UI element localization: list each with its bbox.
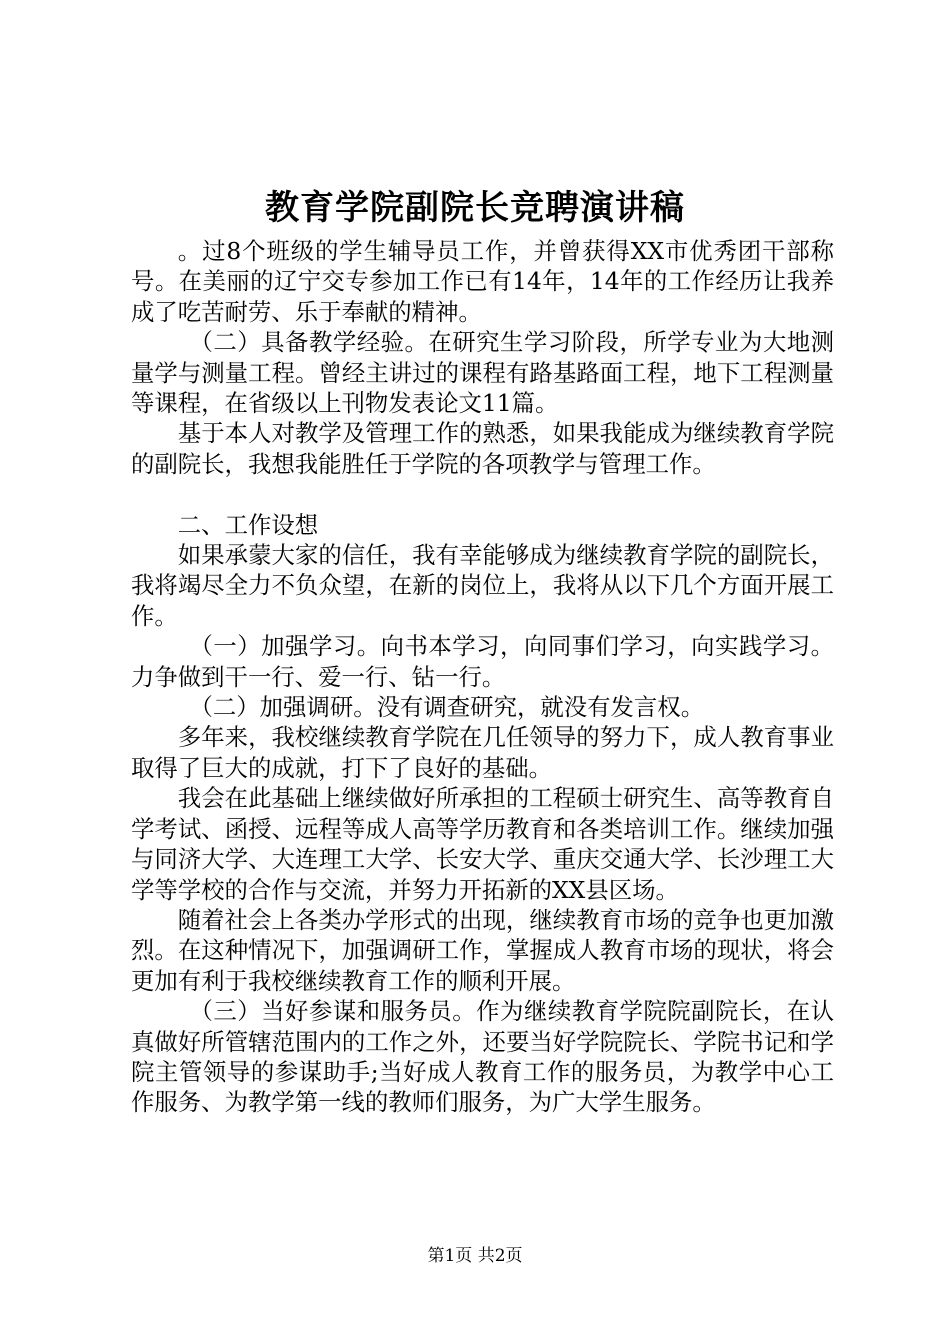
paragraph-teaching-experience: （二）具备教学经验。在研究生学习阶段，所学专业为大地测量学与测量工程。曾经主讲过的课程有路基路面工程，地下工程测量等课程，在省级以上刊物发表论文11篇。 — [131, 328, 834, 418]
paragraph-intro-experience: 。过8个班级的学生辅导员工作，并曾获得XX市优秀团干部称号。在美丽的辽宁交专参加工作已有14年，14年的工作经历让我养成了吃苦耐劳、乐于奉献的精神。 — [131, 237, 834, 326]
document-body — [131, 236, 834, 1118]
section-heading-work-plan: 二、工作设想 — [177, 510, 319, 539]
paragraph-achievements: 多年来，我校继续教育学院在几任领导的努力下，成人教育事业取得了巨大的成就，打下了良好的基础。 — [131, 723, 834, 782]
blank-line — [131, 479, 834, 509]
paragraph-market-competition: 随着社会上各类办学形式的出现，继续教育市场的竞争也更加激烈。在这种情况下，加强调研工作，掌握成人教育市场的现状，将会更加有利于我校继续教育工作的顺利开展。 — [131, 905, 834, 995]
paragraph-work-plan-intro: 如果承蒙大家的信任，我有幸能够成为继续教育学院的副院长，我将竭尽全力不负众望，在新的岗位上，我将从以下几个方面开展工作。 — [131, 541, 834, 630]
paragraph-continue-work: 我会在此基础上继续做好所承担的工程硕士研究生、高等教育自学考试、函授、远程等成人高等学历教育和各类培训工作。继续加强与同济大学、大连理工大学、长安大学、重庆交通大学、长沙理工大学等学校的合作与交流，并努力开拓新的XX县区场。 — [131, 784, 834, 904]
paragraph-strengthen-research: （二）加强调研。没有调查研究，就没有发言权。 — [189, 693, 705, 722]
page-footer: 第1页 共2页 — [427, 1246, 523, 1266]
document-title: 教育学院副院长竞聘演讲稿 — [265, 188, 685, 228]
paragraph-advisor-servant: （三）当好参谋和服务员。作为继续教育学院院副院长，在认真做好所管辖范围内的工作之外，还要当好学院院长、学院书记和学院主管领导的参谋助手;当好成人教育工作的服务员，为教学中心工作服务、为教学第一线的教师们服务，为广大学生服务。 — [131, 997, 834, 1117]
paragraph-competence: 基于本人对教学及管理工作的熟悉，如果我能成为继续教育学院的副院长，我想我能胜任于学院的各项教学与管理工作。 — [131, 419, 834, 478]
paragraph-strengthen-learning: （一）加强学习。向书本学习，向同事们学习，向实践学习。力争做到干一行、爱一行、钻一行。 — [131, 632, 834, 691]
